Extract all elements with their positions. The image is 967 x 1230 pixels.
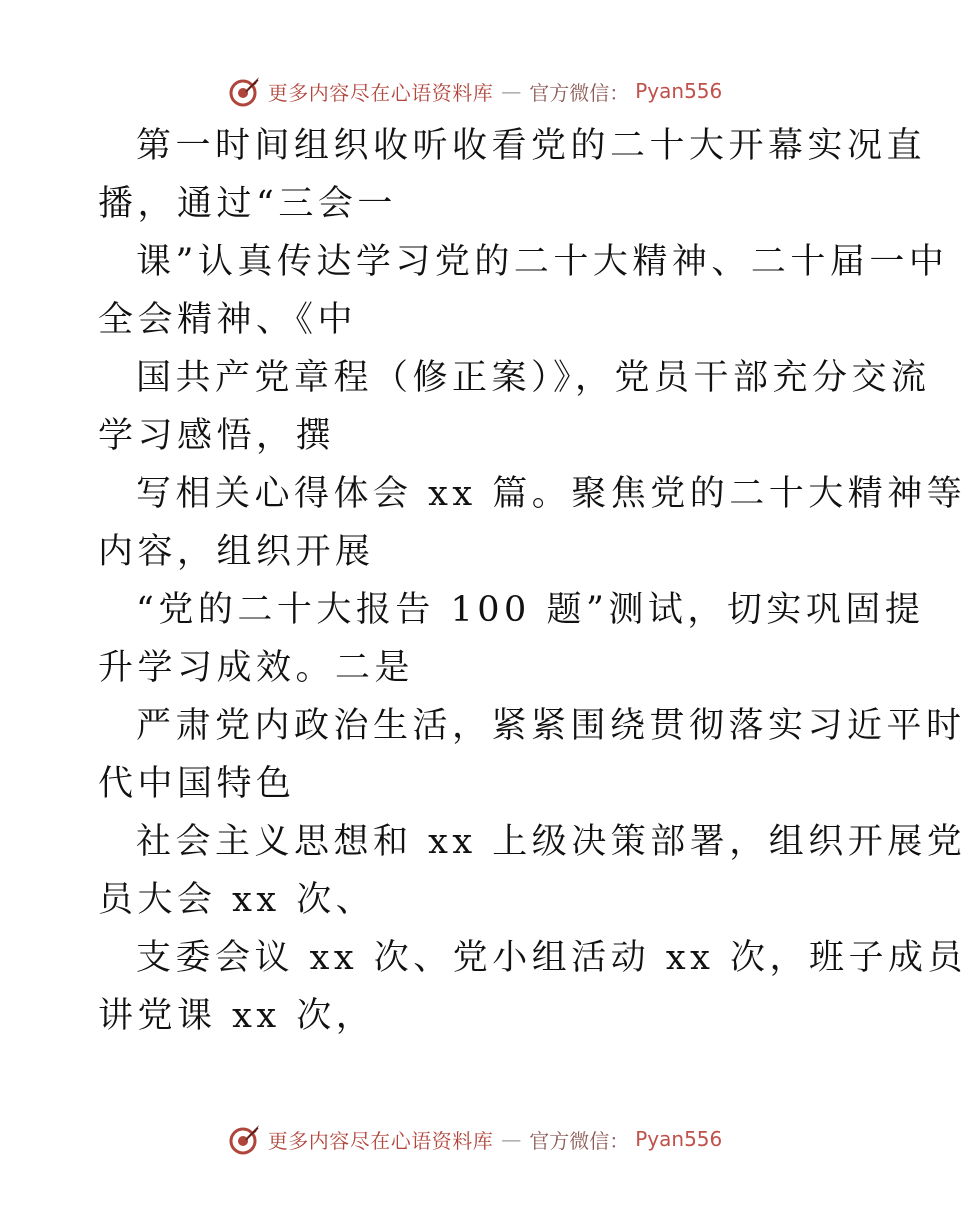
body-line: 社会主义思想和 xx 上级决策部署，组织开展党	[136, 822, 967, 862]
quill-logo-icon	[228, 1122, 262, 1156]
watermark-text: 更多内容尽在心语资料库	[267, 80, 494, 105]
body-line: 课”认真传达学习党的二十大精神、二十届一中	[136, 242, 949, 282]
quill-logo-icon	[228, 74, 262, 108]
body-line: 员大会 xx 次、	[98, 880, 376, 920]
watermark-wechat-id: Pyan556	[635, 1127, 723, 1151]
body-line: 写相关心得体会 xx 篇。聚焦党的二十大精神等	[136, 474, 967, 514]
body-line: 讲党课 xx 次，	[98, 996, 376, 1036]
body-line: “党的二十大报告 100 题”测试，切实巩固提	[136, 590, 925, 630]
body-line: 内容，组织开展	[98, 532, 375, 572]
watermark-wechat-label: 官方微信：	[529, 80, 630, 105]
body-line: 支委会议 xx 次、党小组活动 xx 次，班子成员	[136, 938, 967, 978]
body-line: 学习感悟，撰	[98, 416, 336, 456]
body-line: 第一时间组织收听收看党的二十大开幕实况直	[136, 126, 927, 166]
watermark-dash: —	[501, 79, 522, 103]
body-line: 全会精神、《中	[98, 300, 358, 340]
watermark-dash: —	[501, 1127, 522, 1151]
body-line: 代中国特色	[98, 764, 296, 804]
body-line: 播，通过“三会一	[98, 184, 397, 224]
header-watermark	[0, 71, 950, 111]
body-line: 国共产党章程（修正案）》，党员干部充分交流	[136, 358, 931, 398]
body-line: 严肃党内政治生活，紧紧围绕贯彻落实习近平时	[136, 706, 966, 746]
watermark-wechat-label: 官方微信：	[529, 1128, 630, 1153]
watermark-text: 更多内容尽在心语资料库	[267, 1128, 494, 1153]
watermark-wechat-id: Pyan556	[635, 79, 723, 103]
footer-watermark	[0, 1119, 950, 1159]
body-line: 升学习成效。二是	[98, 648, 415, 688]
